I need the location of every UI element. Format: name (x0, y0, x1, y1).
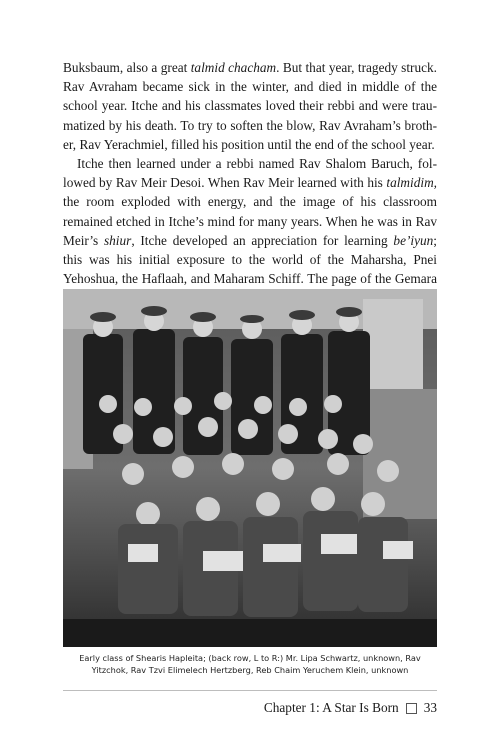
hebrew-term: talmid chacham (190, 60, 277, 75)
body-text (63, 58, 437, 308)
square-separator-icon (406, 703, 417, 714)
paragraph-1: Buksbaum, also a great talmid chacham. But that year, tragedy struck. Rav Avraham became sick in the winter, and died in middle of the school year. Itche and his classmates loved their rebbi and were traumatized by his death. To try to soften the blow, Rav Avraham’s brother, Rav Yerachmiel, filled his position until the end of the school year. (63, 60, 437, 152)
hebrew-term: shiur (103, 232, 132, 248)
chapter-title: Chapter 1: A Star Is Born (263, 700, 399, 715)
page-footer (264, 700, 437, 716)
hebrew-term: be’iyun (393, 232, 434, 248)
footer-divider (63, 690, 437, 691)
page-number: 33 (423, 700, 437, 715)
photo-caption: Early class of Shearis Hapleita; (back row, L to R:) Mr. Lipa Schwartz, unknown, Rav Yitzchok, Rav Tzvi Elimelech Hertzberg, Reb Chaim Yeruchem Klein, unknown (79, 653, 421, 675)
hebrew-term: talmidim, (386, 175, 437, 191)
paragraph-2: Itche then learned under a rebbi named Rav Shalom Baruch, followed by Rav Meir Desoi. When Rav Meir learned with his talmidim, the room exploded with energy, and the image of his classroom remained etched in Itche’s mind for many years. When he was in Rav Meir’s shiur, Itche developed an appreciation for learning be’iyun; this was his initial exposure to the world of the Maharsha, Pnei Yehoshua, the Haflaah, and Maharam Schiff. The page of the Gemara (63, 156, 437, 287)
class-photograph (63, 289, 437, 647)
